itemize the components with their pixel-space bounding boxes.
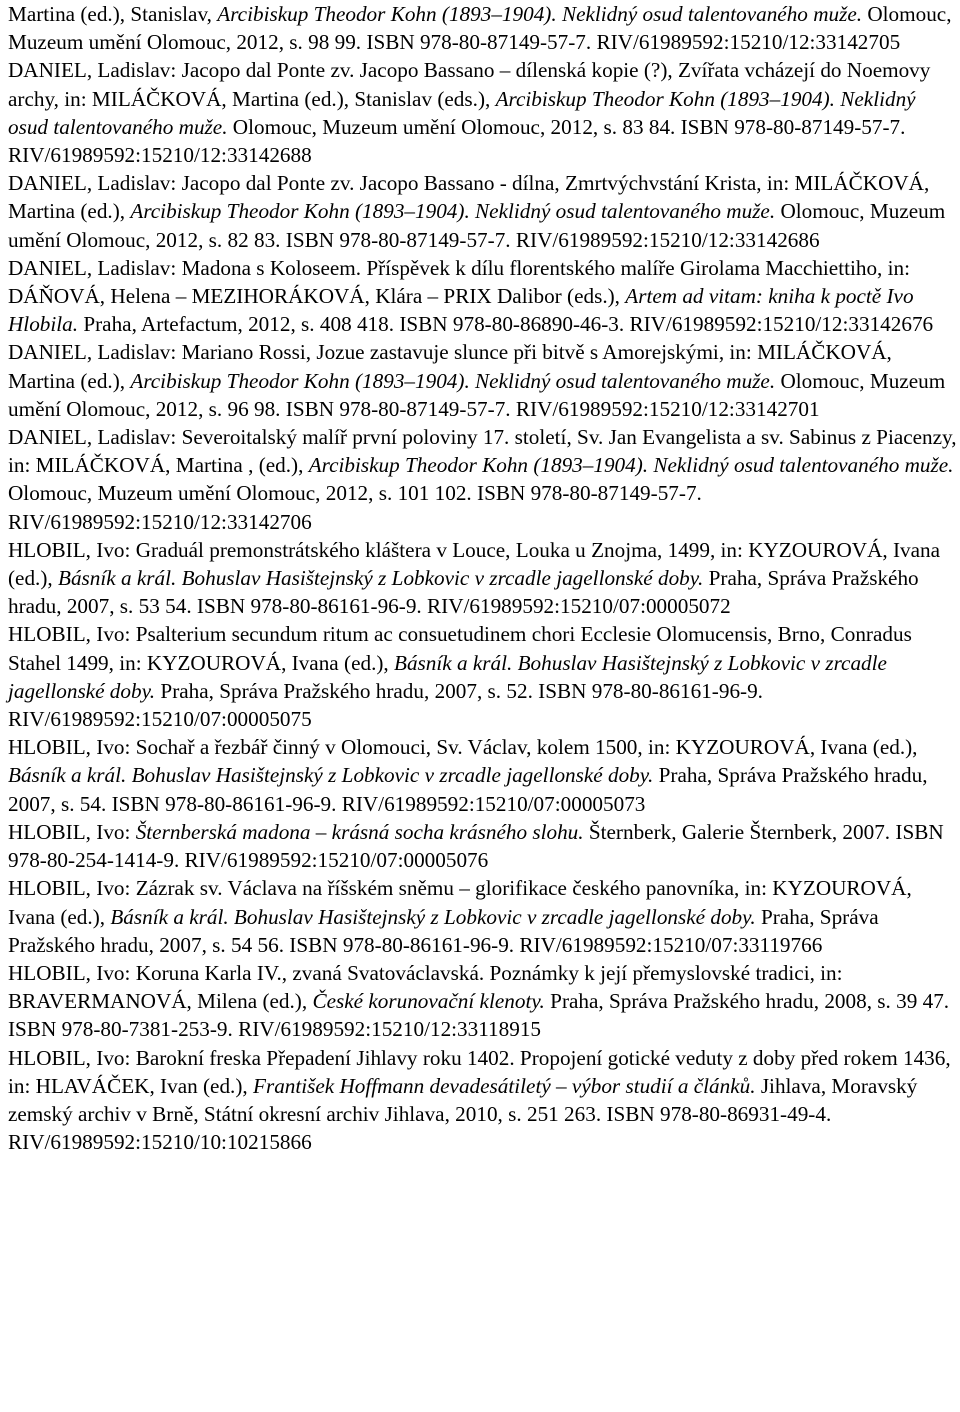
bibliography-entry bbox=[8, 254, 958, 339]
entry-text: HLOBIL, Ivo: Koruna Karla IV., zvaná Svatováclavská. Poznámky k její přemyslovské tradici, in: BRAVERMANOVÁ, Milena (ed.), bbox=[8, 960, 843, 1014]
entry-title-italic: František Hoffmann devadesátiletý – výbor studií a článků. bbox=[253, 1073, 756, 1098]
bibliography-entry bbox=[8, 56, 958, 169]
bibliography-entry bbox=[8, 169, 958, 254]
entry-text: HLOBIL, Ivo: Sochař a řezbář činný v Olomouci, Sv. Václav, kolem 1500, in: KYZOUROVÁ, Ivana (ed.), bbox=[8, 735, 918, 760]
bibliography-entry bbox=[8, 874, 958, 959]
bibliography-entry bbox=[8, 1044, 958, 1157]
entry-text: DANIEL, Ladislav: Madona s Koloseem. Příspěvek k dílu florentského malíře Girolama Macchiettiho, in: DÁŇOVÁ, Helena – MEZIHORÁKOVÁ, Klára – PRIX Dalibor (eds.), bbox=[8, 255, 911, 309]
entry-title-italic: České korunovační klenoty. bbox=[312, 989, 545, 1014]
entry-title-italic: Básník a král. Bohuslav Hasištejnský z Lobkovic v zrcadle jagellonské doby. bbox=[8, 763, 654, 788]
entry-text: Praha, Správa Pražského hradu, 2008, s. 39 47. ISBN 978-80-7381-253-9. RIV/61989592:15210/12:33118915 bbox=[8, 989, 950, 1042]
entry-text: Olomouc, Muzeum umění Olomouc, 2012, s. 82 83. ISBN 978-80-87149-57-7. RIV/61989592:15210/12:33142686 bbox=[8, 199, 946, 252]
entry-title-italic: Arcibiskup Theodor Kohn (1893–1904). Neklidný osud talentovaného muže. bbox=[130, 199, 776, 224]
entry-text: DANIEL, Ladislav: Jacopo dal Ponte zv. Jacopo Bassano – dílenská kopie (?), Zvířata vcházejí do Noemovy archy, in: MILÁČKOVÁ, Martina (ed.), Stanislav (eds.), bbox=[8, 58, 931, 111]
entry-text: HLOBIL, Ivo: Graduál premonstrátského kláštera v Louce, Louka u Znojma, 1499, in: KYZOUROVÁ, Ivana (ed.), bbox=[8, 537, 941, 591]
entry-text: Jihlava, Moravský zemský archiv v Brně, Státní okresní archiv Jihlava, 2010, s. 251 263. ISBN 978-80-86931-49-4. RIV/61989592:15210/10:10215866 bbox=[8, 1073, 918, 1155]
bibliography-entry bbox=[8, 959, 958, 1044]
entry-title-italic: Básník a král. Bohuslav Hasištejnský z Lobkovic v zrcadle jagellonské doby. bbox=[110, 904, 756, 929]
bibliography-entry bbox=[8, 620, 958, 733]
entry-title-italic: Artem ad vitam: kniha k poctě Ivo Hlobila. bbox=[8, 284, 914, 337]
entry-title-italic: Arcibiskup Theodor Kohn (1893–1904). Neklidný osud talentovaného muže. bbox=[217, 2, 863, 26]
entry-text: HLOBIL, Ivo: Psalterium secundum ritum ac consuetudinem chori Ecclesie Olomucensis, Brno, Conradus Stahel 1499, in: KYZOUROVÁ, Ivana (ed.), bbox=[8, 622, 912, 675]
entry-text: Praha, Správa Pražského hradu, 2007, s. 53 54. ISBN 978-80-86161-96-9. RIV/61989592:15210/07:00005072 bbox=[8, 566, 919, 619]
entry-text: HLOBIL, Ivo: Zázrak sv. Václava na říšském sněmu – glorifikace českého panovníka, in: KYZOUROVÁ, Ivana (ed.), bbox=[8, 876, 912, 929]
bibliography-entry bbox=[8, 423, 958, 536]
entry-text: Olomouc, Muzeum umění Olomouc, 2012, s. 98 99. ISBN 978-80-87149-57-7. RIV/61989592:15210/12:33142705 bbox=[8, 2, 952, 55]
entry-title-italic: Arcibiskup Theodor Kohn (1893–1904). Neklidný osud talentovaného muže. bbox=[8, 86, 916, 139]
entry-text: Praha, Správa Pražského hradu, 2007, s. 54. ISBN 978-80-86161-96-9. RIV/61989592:15210/07:00005073 bbox=[8, 763, 928, 816]
entry-text: Praha, Správa Pražského hradu, 2007, s. 54 56. ISBN 978-80-86161-96-9. RIV/61989592:15210/07:33119766 bbox=[8, 904, 879, 957]
entry-text: HLOBIL, Ivo: Barokní freska Přepadení Jihlavy roku 1402. Propojení gotické veduty z doby před rokem 1436, in: HLAVÁČEK, Ivan (ed.), bbox=[8, 1045, 951, 1098]
entry-title-italic: Básník a král. Bohuslav Hasištejnský z Lobkovic v zrcadle jagellonské doby. bbox=[58, 566, 704, 591]
entry-text: Olomouc, Muzeum umění Olomouc, 2012, s. 96 98. ISBN 978-80-87149-57-7. RIV/61989592:15210/12:33142701 bbox=[8, 368, 946, 421]
entry-text: Martina (ed.), Stanislav, bbox=[8, 2, 218, 26]
bibliography-entry bbox=[8, 0, 958, 56]
entry-title-italic: Básník a král. Bohuslav Hasištejnský z Lobkovic v zrcadle jagellonské doby. bbox=[8, 650, 887, 703]
entry-text: Praha, Správa Pražského hradu, 2007, s. 52. ISBN 978-80-86161-96-9. RIV/61989592:15210/07:00005075 bbox=[8, 678, 763, 732]
bibliography-entry bbox=[8, 338, 958, 423]
bibliography-entry bbox=[8, 733, 958, 818]
entry-text: HLOBIL, Ivo: bbox=[8, 819, 136, 844]
entry-text: DANIEL, Ladislav: Mariano Rossi, Jozue zastavuje slunce při bitvě s Amorejskými, in: MILÁČKOVÁ, Martina (ed.), bbox=[8, 340, 892, 393]
bibliography-entry bbox=[8, 536, 958, 621]
entry-text: DANIEL, Ladislav: Jacopo dal Ponte zv. Jacopo Bassano - dílna, Zmrtvýchvstání Krista, in: MILÁČKOVÁ, Martina (ed.), bbox=[8, 171, 930, 224]
entry-title-italic: Arcibiskup Theodor Kohn (1893–1904). Neklidný osud talentovaného muže. bbox=[130, 368, 776, 393]
entry-text: Praha, Artefactum, 2012, s. 408 418. ISBN 978-80-86890-46-3. RIV/61989592:15210/12:33142676 bbox=[78, 312, 934, 337]
entry-text: Šternberk, Galerie Šternberk, 2007. ISBN 978-80-254-1414-9. RIV/61989592:15210/07:00005076 bbox=[8, 819, 944, 873]
entry-text: Olomouc, Muzeum umění Olomouc, 2012, s. 101 102. ISBN 978-80-87149-57-7. RIV/61989592:15210/12:33142706 bbox=[8, 481, 702, 534]
bibliography-entry bbox=[8, 818, 958, 874]
entry-text: DANIEL, Ladislav: Severoitalský malíř první poloviny 17. století, Sv. Jan Evangelista a sv. Sabinus z Piacenzy, in: MILÁČKOVÁ, Martina , (ed.), bbox=[8, 425, 957, 478]
entry-title-italic: Arcibiskup Theodor Kohn (1893–1904). Neklidný osud talentovaného muže. bbox=[308, 453, 954, 478]
entry-title-italic: Šternberská madona – krásná socha krásného slohu. bbox=[135, 819, 584, 844]
entry-text: Olomouc, Muzeum umění Olomouc, 2012, s. 83 84. ISBN 978-80-87149-57-7. RIV/61989592:15210/12:33142688 bbox=[8, 114, 906, 168]
